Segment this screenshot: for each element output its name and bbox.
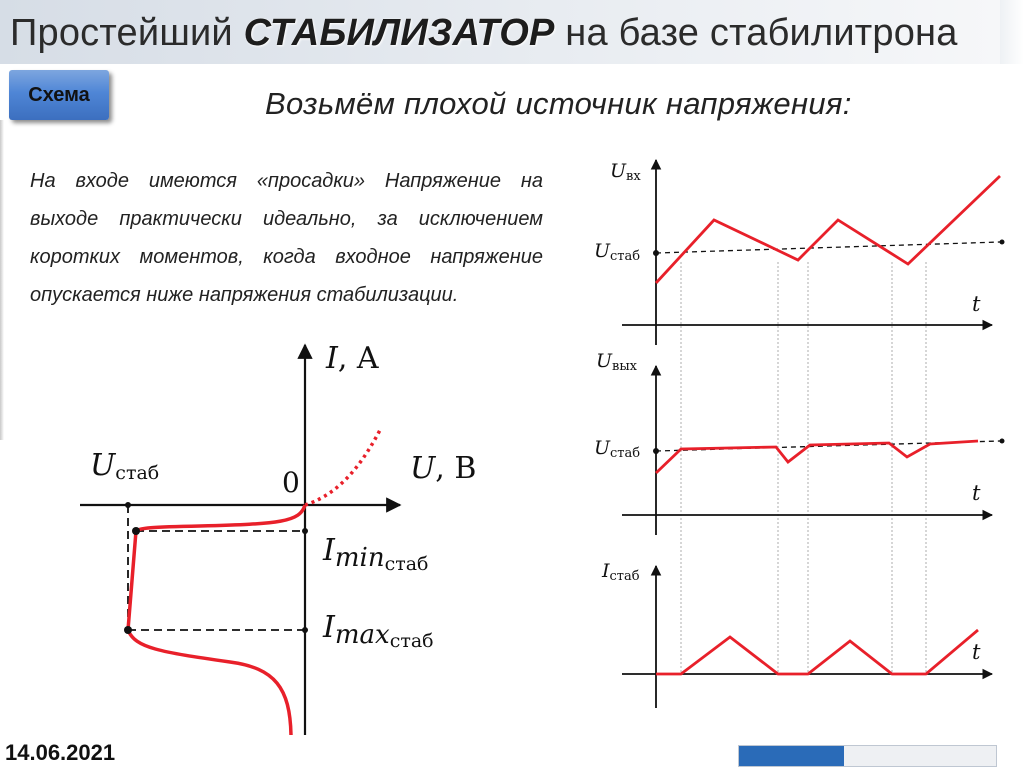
slide-progress-bar <box>738 745 997 767</box>
input-time-label: t <box>972 292 981 316</box>
iv-i-min-label: Iminстаб <box>323 533 429 575</box>
output-voltage-signal <box>656 441 978 473</box>
slide-title-part1: Простейший <box>10 12 244 54</box>
slide-progress-fill <box>739 746 844 766</box>
output-u-stab-end-point <box>1000 439 1005 444</box>
output-u-stab-label: Uстаб <box>594 437 641 461</box>
slide-subtitle: Возьмём плохой источник напряжения: <box>265 86 852 121</box>
input-voltage-axis-label: Uвх <box>610 160 641 184</box>
slide-title-highlight: СТАБИЛИЗАТОР <box>243 12 555 54</box>
iv-curve-diagram <box>80 341 476 735</box>
i-max-point-left <box>124 626 132 634</box>
input-voltage-signal <box>656 176 1000 283</box>
iv-i-max-label: Imaxстаб <box>323 610 434 652</box>
current-time-label: t <box>972 640 981 664</box>
u-stab-axis-point <box>125 502 131 508</box>
iv-u-stab-label: Uстаб <box>90 448 160 484</box>
description-text: На входе имеются «просадки» Напряжение на выходе практически идеально, за исключением коротких моментов, когда входное напряжение опускается ниже напряжения стабилизации. <box>30 170 543 306</box>
input-u-stab-end-point <box>1000 240 1005 245</box>
output-time-label: t <box>972 481 981 505</box>
input-u-stab-label: Uстаб <box>594 240 641 264</box>
waveform-time-guides <box>681 262 926 674</box>
input-voltage-plot <box>594 160 1005 345</box>
input-u-stab-line <box>656 242 1000 253</box>
output-voltage-plot <box>594 350 1005 535</box>
iv-origin-label: 0 <box>282 466 300 499</box>
input-u-stab-point <box>653 250 659 256</box>
iv-y-axis-label: I, A <box>326 341 379 376</box>
i-min-point <box>132 527 140 535</box>
i-min-axis-point <box>302 528 308 534</box>
current-signal <box>656 630 978 674</box>
slide-date: 14.06.2021 <box>5 740 116 765</box>
output-voltage-axis-label: Uвых <box>596 350 638 374</box>
iv-forward-curve <box>305 430 380 505</box>
slide-title-part2: на базе стабилитрона <box>554 12 958 54</box>
current-plot <box>601 560 992 708</box>
current-axis-label: Iстаб <box>602 560 640 584</box>
scheme-badge-button[interactable]: Схема <box>9 70 109 120</box>
output-u-stab-point <box>653 448 659 454</box>
iv-x-axis-label: U, B <box>410 451 477 486</box>
i-max-axis-point <box>302 627 308 633</box>
iv-reverse-curve <box>128 505 305 735</box>
